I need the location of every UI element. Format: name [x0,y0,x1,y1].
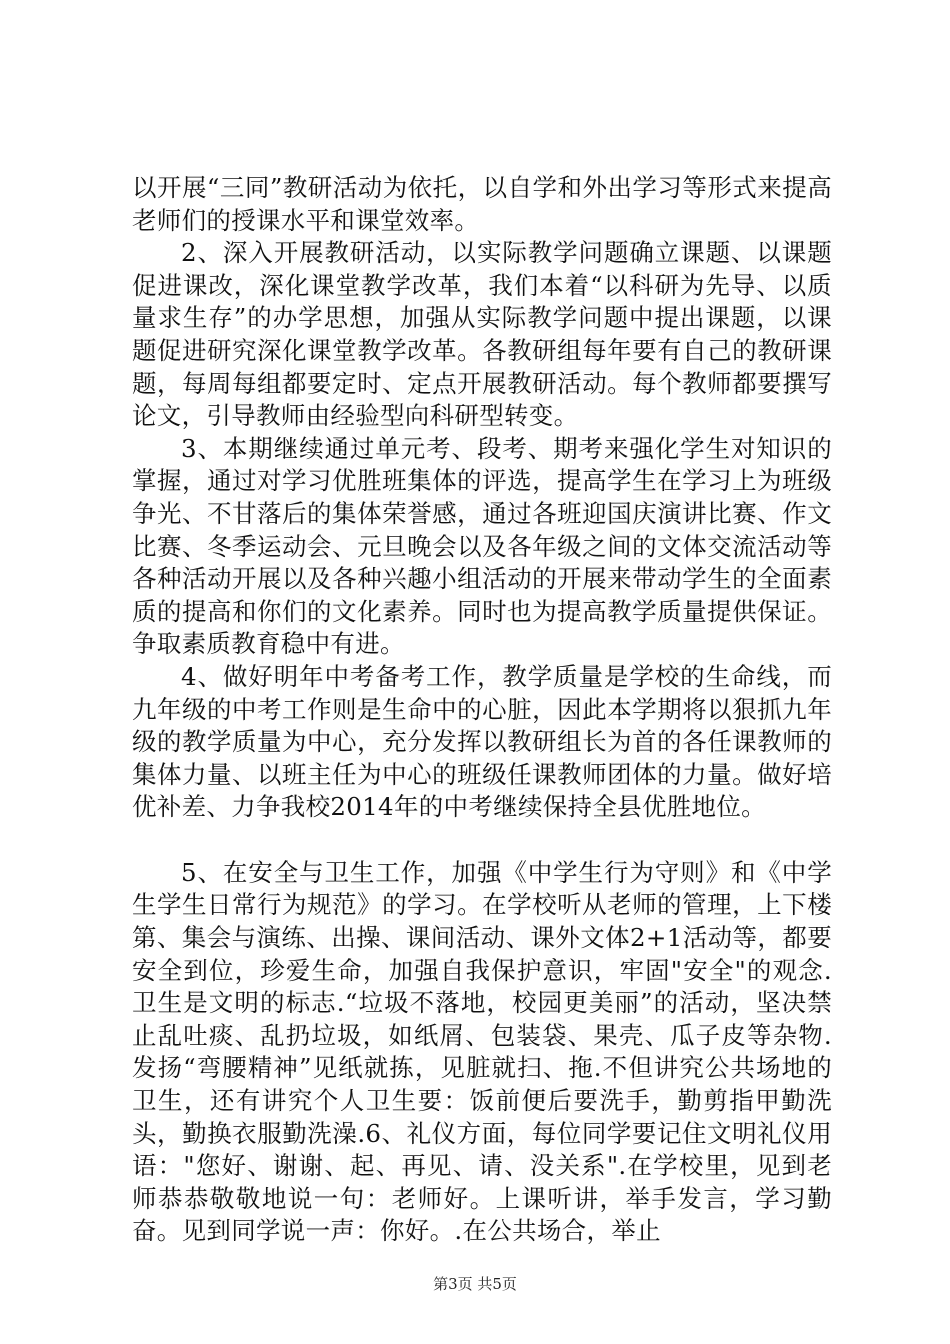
document-body [132,172,832,1248]
paragraph-item-3: 3、本期继续通过单元考、段考、期考来强化学生对知识的掌握，通过对学习优胜班集体的评选，提高学生在学习上为班级争光、不甘落后的集体荣誉感，通过各班迎国庆演讲比赛、作文比赛、冬季运动会、元旦晚会以及各年级之间的文体交流活动等各种活动开展以及各种兴趣小组活动的开展来带动学生的全面素质的提高和你们的文化素养。同时也为提高教学质量提供保证。争取素质教育稳中有进。 [132,433,832,659]
paragraph-item-4: 4、做好明年中考备考工作，教学质量是学校的生命线，而九年级的中考工作则是生命中的心脏，因此本学期将以狠抓九年级的教学质量为中心，充分发挥以教研组长为首的各任课教师的集体力量、以班主任为中心的班级任课教师团体的力量。做好培优补差、力争我校2014年的中考继续保持全县优胜地位。 [132,661,832,822]
paragraph-item-2: 2、深入开展教研活动，以实际教学问题确立课题、以课题促进课改，深化课堂教学改革，我们本着“以科研为先导、以质量求生存”的办学思想，加强从实际教学问题中提出课题，以课题促进研究深化课堂教学改革。各教研组每年要有自己的教研课题，每周每组都要定时、定点开展教研活动。每个教师都要撰写论文，引导教师由经验型向科研型转变。 [132,238,832,431]
paragraph-item-5: 5、在安全与卫生工作，加强《中学生行为守则》和《中学生学生日常行为规范》的学习。在学校听从老师的管理，上下楼第、集会与演练、出操、课间活动、课外文体2+1活动等，都要安全到位，珍爱生命，加强自我保护意识，牢固"安全"的观念.卫生是文明的标志.“垃圾不落地，校园更美丽”的活动，坚决禁止乱吐痰、乱扔垃圾，如纸屑、包装袋、果壳、瓜子皮等杂物.发扬“弯腰精神”见纸就拣，见脏就扫、拖.不但讲究公共场地的卫生，还有讲究个人卫生要：饭前便后要洗手，勤剪指甲勤洗头，勤换衣服勤洗澡.6、礼仪方面，每位同学要记住文明礼仪用语："您好、谢谢、起、再见、请、没关系".在学校里，见到老师恭恭敬敬地说一句：老师好。上课听讲，举手发言，学习勤奋。见到同学说一声：你好。.在公共场合，举止 [132,857,832,1246]
page-footer: 第3页 共5页 [433,1275,517,1293]
paragraph-continuation: 以开展“三同”教研活动为依托，以自学和外出学习等形式来提高老师们的授课水平和课堂效率。 [132,173,832,235]
